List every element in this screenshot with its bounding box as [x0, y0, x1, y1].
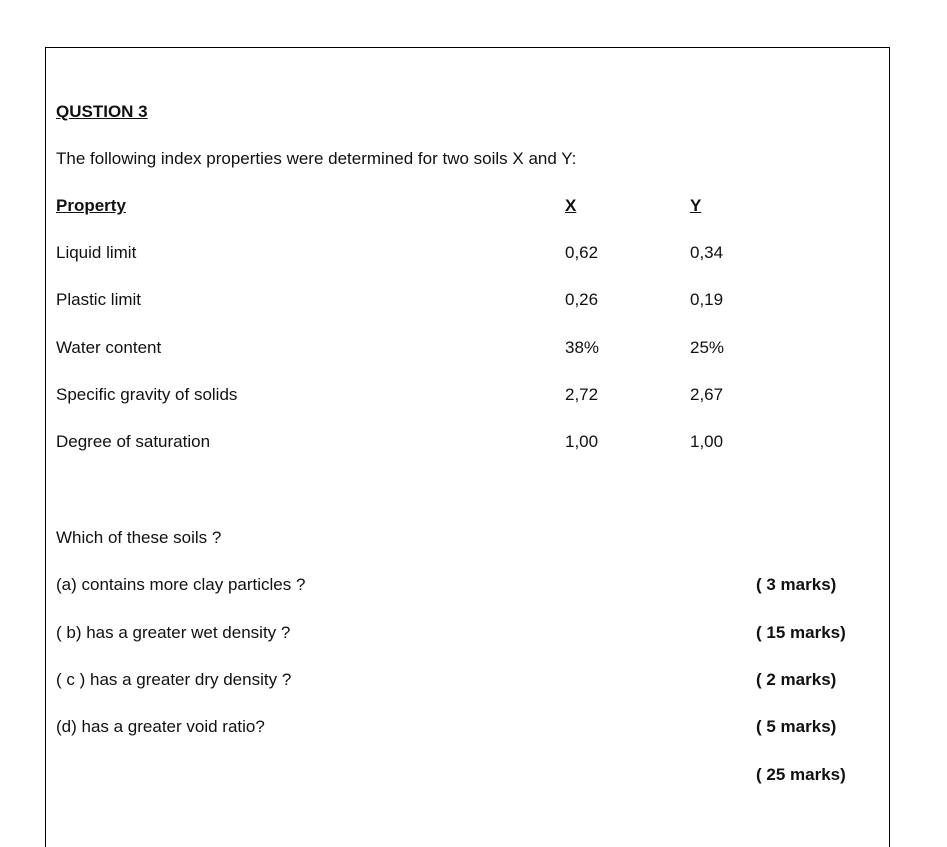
question-heading: QUSTION 3	[56, 102, 148, 121]
table-header-y: Y	[690, 196, 702, 215]
table-row-y-value: 0,34	[690, 243, 724, 262]
table-row-y-value: 0,19	[690, 290, 724, 309]
table-header-x: X	[565, 196, 577, 215]
table-row-property: Water content	[56, 338, 162, 357]
table-row-x-value: 2,72	[565, 385, 599, 404]
question-part-marks: ( 3 marks)	[756, 575, 837, 594]
table-row-y-value: 1,00	[690, 432, 724, 451]
table-row-property: Plastic limit	[56, 290, 142, 309]
question-part-text: (a) contains more clay particles ?	[56, 575, 306, 594]
table-row-y-value: 2,67	[690, 385, 724, 404]
table-row-property: Specific gravity of solids	[56, 385, 238, 404]
table-row-x-value: 0,62	[565, 243, 599, 262]
question-part-text: (d) has a greater void ratio?	[56, 717, 265, 736]
question-part-text: ( b) has a greater wet density ?	[56, 623, 291, 642]
table-row-property: Degree of saturation	[56, 432, 211, 451]
table-row-x-value: 1,00	[565, 432, 599, 451]
question-part-text: ( c ) has a greater dry density ?	[56, 670, 292, 689]
table-row-x-value: 0,26	[565, 290, 599, 309]
total-marks: ( 25 marks)	[756, 765, 846, 784]
question-part-marks: ( 2 marks)	[756, 670, 837, 689]
question-part-marks: ( 5 marks)	[756, 717, 837, 736]
table-header-property: Property	[56, 196, 126, 215]
table-row-y-value: 25%	[690, 338, 725, 357]
question-prompt: Which of these soils ?	[56, 528, 222, 547]
table-row-property: Liquid limit	[56, 243, 137, 262]
question-part-marks: ( 15 marks)	[756, 623, 846, 642]
table-row-x-value: 38%	[565, 338, 600, 357]
question-intro: The following index properties were determined for two soils X and Y:	[56, 149, 577, 168]
